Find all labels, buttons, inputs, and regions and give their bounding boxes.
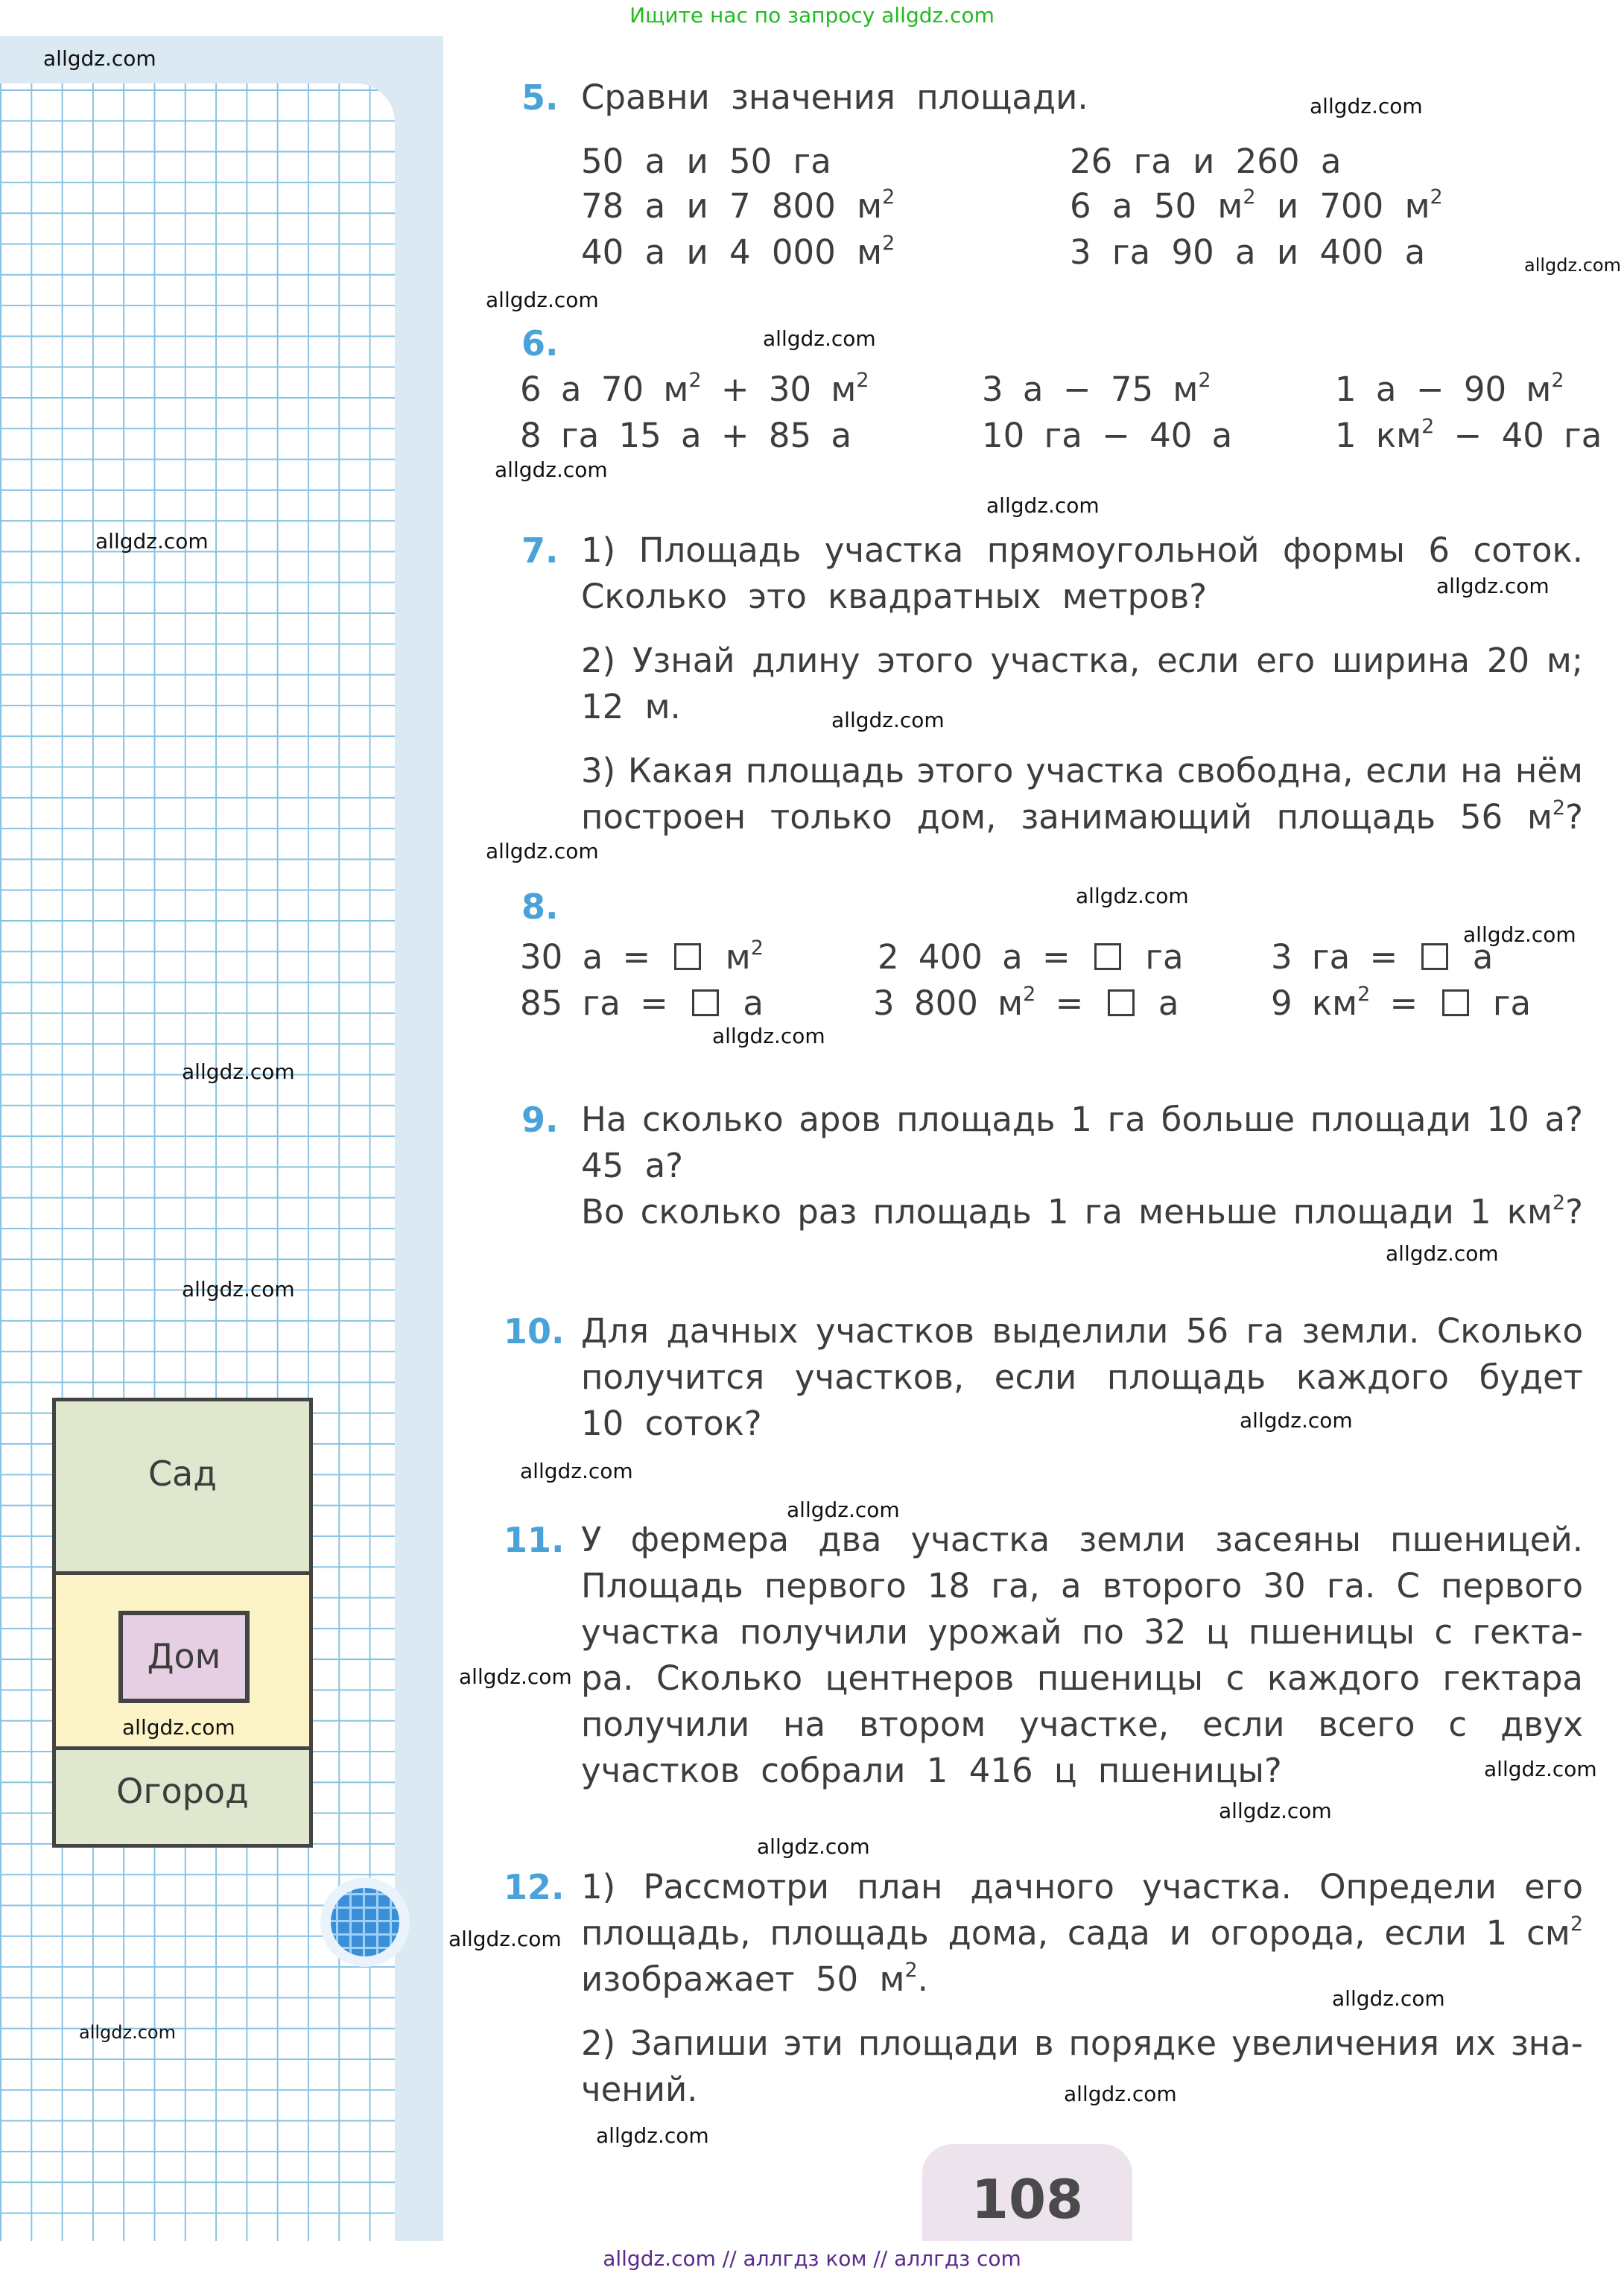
task-10-number: 10. (504, 1311, 565, 1351)
task-9-line-1: На сколько аров площадь 1 га больше площади 10 а? (581, 1100, 1583, 1139)
task-7-part-1a: 1) Площадь участка прямоугольной формы 6 соток. (581, 530, 1583, 570)
task-9-line-2: 45 а? (581, 1146, 684, 1185)
watermark[interactable]: allgdz.com (486, 288, 599, 312)
task-8-r1-c1: 30 $а = м^2$ (520, 936, 764, 977)
watermark[interactable]: allgdz.com (1064, 2082, 1177, 2106)
task-6-r1-c3: 1 а − 90 $м^2$ (1335, 369, 1564, 409)
task-12-line-4: 2) Запиши эти площади в порядке увеличения их зна- (581, 2023, 1583, 2063)
watermark[interactable]: allgdz.com (712, 1024, 825, 1048)
watermark[interactable]: allgdz.com (757, 1834, 870, 1859)
task-5-left-2: 78 а и 7 800 $м^2$ (581, 186, 895, 226)
task-11-line-5: получили на втором участке, если всего с двух (581, 1705, 1583, 1744)
task-8-r1-c3: 3 га = а (1271, 937, 1494, 977)
task-8-r2-c2: 3 800 $м^2 = а$ (873, 983, 1179, 1023)
watermark[interactable]: allgdz.com (1310, 94, 1423, 118)
task-7-part-2b: 12 м. (581, 687, 681, 726)
task-8-number: 8. (521, 887, 559, 927)
watermark[interactable]: allgdz.com (596, 2123, 709, 2148)
plot-plan (52, 1398, 313, 1848)
watermark[interactable]: allgdz.com (448, 1927, 562, 1951)
task-11-number: 11. (504, 1520, 565, 1560)
task-7-part-3b: построен только дом, занимающий площадь 56 $м^2$? (581, 796, 1583, 837)
task-7-part-3a: 3) Какая площадь этого участка свободна, если на нём (581, 751, 1583, 790)
task-5-number: 5. (521, 77, 559, 118)
task-12-number: 12. (504, 1867, 565, 1907)
watermark[interactable]: allgdz.com (1436, 574, 1550, 598)
plan-house (118, 1611, 250, 1703)
task-8-r1-c2: 2 400 а = га (878, 937, 1184, 977)
watermark[interactable]: allgdz.com (459, 1664, 572, 1689)
task-6-number: 6. (521, 323, 559, 364)
task-5-left-3: 40 а и 4 000 $м^2$ (581, 232, 895, 272)
task-11-line-4: ра. Сколько центнеров пшеницы с каждого гектара (581, 1658, 1583, 1698)
watermark[interactable]: allgdz.com (1240, 1408, 1353, 1433)
task-5-right-3: 3 га 90 а и 400 а (1070, 232, 1426, 272)
watermark[interactable]: allgdz.com (1332, 1986, 1445, 2011)
watermark[interactable]: allgdz.com (1076, 884, 1189, 908)
task-7-number: 7. (521, 530, 559, 571)
task-8-r2-c1: 85 га = а (520, 983, 764, 1023)
task-10-line-3: 10 соток? (581, 1404, 762, 1443)
task-5-left-1: 50 а и 50 га (581, 142, 831, 181)
plan-garden-label: Сад (148, 1454, 218, 1494)
watermark[interactable]: allgdz.com (182, 1277, 295, 1302)
task-11-line-6: участков собрали 1 416 ц пшеницы? (581, 1751, 1282, 1790)
watermark[interactable]: allgdz.com (1524, 255, 1621, 276)
task-12-line-5: чений. (581, 2070, 698, 2109)
task-5-title: Сравни значения площади. (581, 77, 1088, 117)
watermark[interactable]: allgdz.com (1484, 1757, 1597, 1781)
watermark[interactable]: allgdz.com (787, 1498, 900, 1522)
watermark[interactable]: allgdz.com (1386, 1241, 1499, 1266)
plan-vegetable-label: Огород (116, 1771, 249, 1811)
plan-garden (56, 1401, 309, 1575)
task-7-part-2a: 2) Узнай длину этого участка, если его ширина 20 м; (581, 641, 1583, 680)
watermark[interactable]: allgdz.com (182, 1059, 295, 1084)
task-6-r2-c3: 1 $км^2 - 40$ га (1335, 415, 1602, 455)
task-5-right-1: 26 га и 260 а (1070, 142, 1342, 181)
watermark[interactable]: allgdz.com (79, 2022, 176, 2043)
task-6-r1-c2: 3 а − 75 $м^2$ (982, 369, 1211, 409)
watermark[interactable]: allgdz.com (43, 46, 156, 71)
task-12-line-1: 1) Рассмотри план дачного участка. Определи его (581, 1867, 1583, 1907)
globe-icon (320, 1877, 410, 1967)
task-9-line-3: Во сколько раз площадь 1 га меньше площади 1 $км^2$? (581, 1191, 1583, 1232)
watermark[interactable]: allgdz.com (763, 326, 876, 351)
task-10-line-2: получится участков, если площадь каждого будет (581, 1357, 1583, 1397)
task-9-number: 9. (521, 1100, 559, 1140)
task-6-r1-c1: 6 а 70 $м^2 + 30$ $м^2$ (520, 369, 869, 409)
plan-vegetable-garden (56, 1750, 309, 1844)
task-11-line-2: Площадь первого 18 га, а второго 30 га. С первого (581, 1566, 1583, 1606)
task-12-line-2: площадь, площадь дома, сада и огорода, если 1 $см^2$ (581, 1912, 1583, 1953)
watermark[interactable]: allgdz.com (1219, 1798, 1332, 1823)
task-11-line-1: У фермера два участка земли засеяны пшеницей. (581, 1520, 1583, 1559)
watermark[interactable]: allgdz.com (986, 493, 1100, 518)
watermark[interactable]: allgdz.com (122, 1715, 235, 1740)
watermark[interactable]: allgdz.com (831, 708, 945, 732)
top-watermark[interactable]: Ищите нас по запросу allgdz.com (629, 3, 995, 28)
watermark[interactable]: allgdz.com (520, 1459, 633, 1483)
plan-house-label: Дом (147, 1636, 221, 1676)
task-12-line-3: изображает 50 $м^2$. (581, 1959, 928, 1999)
task-6-r2-c2: 10 га − 40 а (982, 416, 1233, 455)
watermark[interactable]: allgdz.com (95, 529, 209, 554)
task-5-right-2: 6 а 50 $м^2$ и 700 $м^2$ (1070, 186, 1443, 226)
task-10-line-1: Для дачных участков выделили 56 га земли. Сколько (581, 1311, 1583, 1351)
task-11-line-3: участка получили урожай по 32 ц пшеницы с гекта- (581, 1612, 1583, 1652)
task-8-r2-c3: 9 $км^2$ = га (1271, 983, 1532, 1023)
page-number: 108 (971, 2168, 1084, 2231)
task-7-part-1b: Сколько это квадратных метров? (581, 577, 1208, 616)
task-6-r2-c1: 8 га 15 а + 85 а (520, 416, 852, 455)
watermark[interactable]: allgdz.com (1463, 922, 1576, 947)
bottom-watermark[interactable]: allgdz.com // аллгдз ком // аллгдз com (603, 2246, 1021, 2271)
watermark[interactable]: allgdz.com (495, 457, 608, 482)
watermark[interactable]: allgdz.com (486, 839, 599, 863)
